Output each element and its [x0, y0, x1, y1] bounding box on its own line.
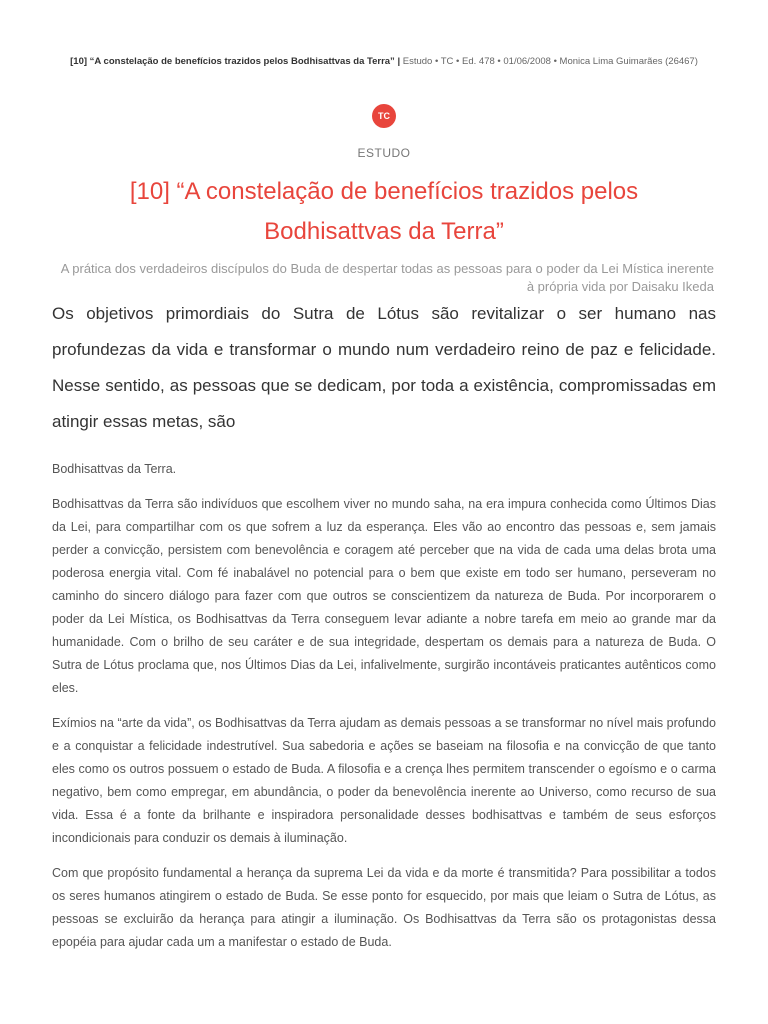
article-body — [52, 458, 716, 966]
publication-logo — [372, 104, 396, 128]
body-paragraph-2: Bodhisattvas da Terra são indivíduos que escolhem viver no mundo saha, na era impura conhecida como Últimos Dias da Lei, para compartilhar com os que sofrem a luz da esperança. Eles vão ao encontro das pessoas e, sem jamais perder a convicção, persistem com benevolência e coragem até perceber que na vida de cada uma delas brota uma poderosa energia vital. Com fé inabalável no potencial para o bem que existe em todo ser humano, perseveram no caminho do sincero diálogo para fazer com que outros se conscientizem da natureza de Buda. Por incorporarem o poder da Lei Mística, os Bodhisattvas da Terra conseguem levar adiante a nobre tarefa em meio ao grande mar da humanidade. Com o brilho de seu caráter e de sua integridade, despertam os demais para a natureza de Buda. O Sutra de Lótus proclama que, nos Últimos Dias da Lei, infalivelmente, surgirão incontáveis praticantes autênticos como eles. — [52, 497, 716, 695]
article-subtitle: A prática dos verdadeiros discípulos do Buda de despertar todas as pessoas para o poder da Lei Mística inerente à própria vida por Daisaku Ikeda — [60, 261, 714, 294]
body-paragraph-3: Exímios na “arte da vida”, os Bodhisattvas da Terra ajudam as demais pessoas a se transformar no nível mais profundo e a conquistar a felicidade indestrutível. Sua sabedoria e ações se baseiam na filosofia e na convicção de que tanto eles como os outros possuem o estado de Buda. A filosofia e a crença lhes permitem transcender o egoísmo e o carma negativo, bem como empregar, em abundância, o poder da benevolência inerente ao Universo, como recurso de sua vida. Essa é a fonte da brilhante e inspiradora personalidade desses bodhisattvas e também de seus esforços incondicionais para conduzir os demais à iluminação. — [52, 716, 716, 845]
article-title: [10] “A constelação de benefícios trazidos pelos Bodhisattvas da Terra” — [129, 178, 639, 245]
header-meta: Estudo • TC • Ed. 478 • 01/06/2008 • Monica Lima Guimarães (26467) — [400, 56, 698, 67]
logo-text: TC — [378, 111, 390, 121]
document-header — [0, 56, 768, 67]
article-lead: Os objetivos primordiais do Sutra de Lótus são revitalizar o ser humano nas profundezas da vida e transformar o mundo num verdadeiro reino de paz e felicidade. Nesse sentido, as pessoas que se dedicam, por toda a existência, compromissadas em atingir essas metas, são — [52, 304, 716, 431]
body-paragraph-1: Bodhisattvas da Terra. — [52, 462, 177, 476]
section-label: ESTUDO — [357, 146, 411, 160]
body-paragraph-4: Com que propósito fundamental a herança da suprema Lei da vida e da morte é transmitida? Para possibilitar a todos os seres humanos atingirem o estado de Buda. Se esse ponto for esquecido, por mais que leiam o Sutra de Lótus, as pessoas se excluirão da herança para atingir a iluminação. Os Bodhisattvas da Terra são os protagonistas dessa epopéia para ajudar cada um a manifestar o estado de Buda. — [52, 866, 716, 949]
header-title: [10] “A constelação de benefícios trazidos pelos Bodhisattvas da Terra” | — [70, 56, 401, 67]
